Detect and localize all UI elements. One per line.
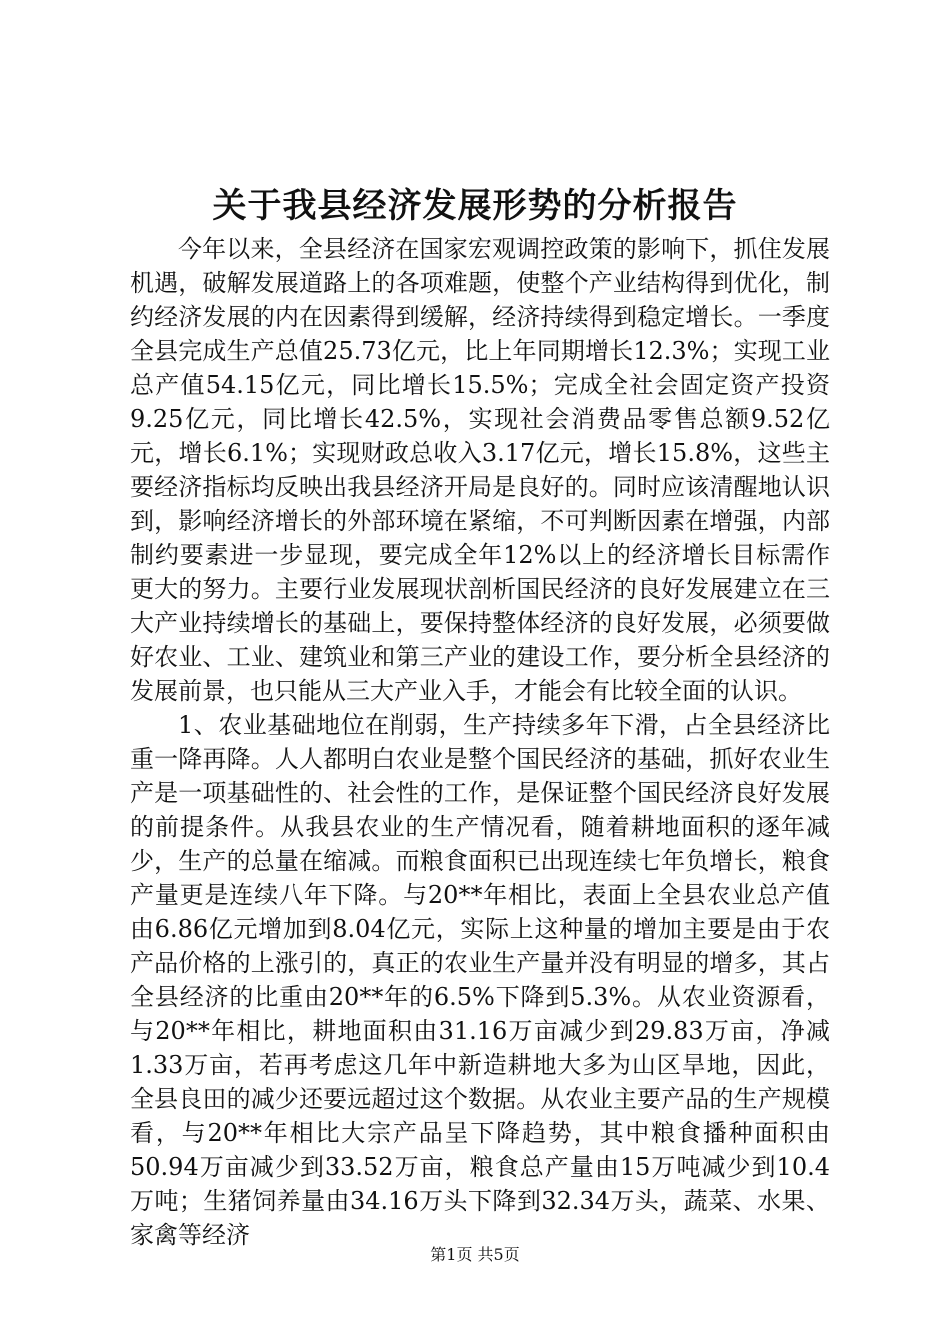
document-title: 关于我县经济发展形势的分析报告 <box>212 186 738 226</box>
paragraph-intro: 今年以来，全县经济在国家宏观调控政策的影响下，抓住发展机遇，破解发展道路上的各项难题，使整个产业结构得到优化，制约经济发展的内在因素得到缓解，经济持续得到稳定增长。一季度全县完成生产总值25.73亿元，比上年同期增长12.3%；实现工业总产值54.15亿元，同比增长15.5%；完成全社会固定资产投资9.25亿元，同比增长42.5%，实现社会消费品零售总额9.52亿元，增长6.1%；实现财政总收入3.17亿元，增长15.8%，这些主要经济指标均反映出我县经济开局是良好的。同时应该清醒地认识到，影响经济增长的外部环境在紧缩，不可判断因素在增强，内部制约要素进一步显现，要完成全年12%以上的经济增长目标需作更大的努力。主要行业发展现状剖析国民经济的良好发展建立在三大产业持续增长的基础上，要保持整体经济的良好发展，必须要做好农业、工业、建筑业和第三产业的建设工作，要分析全县经济的发展前景，也只能从三大产业入手，才能会有比较全面的认识。 <box>130 235 830 705</box>
document-body <box>130 232 830 1252</box>
page-number-footer: 第1页 共5页 <box>430 1245 520 1264</box>
paragraph-agriculture: 1、农业基础地位在削弱，生产持续多年下滑，占全县经济比重一降再降。人人都明白农业是整个国民经济的基础，抓好农业生产是一项基础性的、社会性的工作，是保证整个国民经济良好发展的前提条件。从我县农业的生产情况看，随着耕地面积的逐年减少，生产的总量在缩减。而粮食面积已出现连续七年负增长，粮食产量更是连续八年下降。与20**年相比，表面上全县农业总产值由6.86亿元增加到8.04亿元，实际上这种量的增加主要是由于农产品价格的上涨引的，真正的农业生产量并没有明显的增多，其占全县经济的比重由20**年的6.5%下降到5.3%。从农业资源看，与20**年相比，耕地面积由31.16万亩减少到29.83万亩，净减1.33万亩，若再考虑这几年中新造耕地大多为山区旱地，因此，全县良田的减少还要远超过这个数据。从农业主要产品的生产规模看，与20**年相比大宗产品呈下降趋势，其中粮食播种面积由50.94万亩减少到33.52万亩，粮食总产量由15万吨减少到10.4万吨；生猪饲养量由34.16万头下降到32.34万头，蔬菜、水果、家禽等经济 <box>130 711 830 1249</box>
